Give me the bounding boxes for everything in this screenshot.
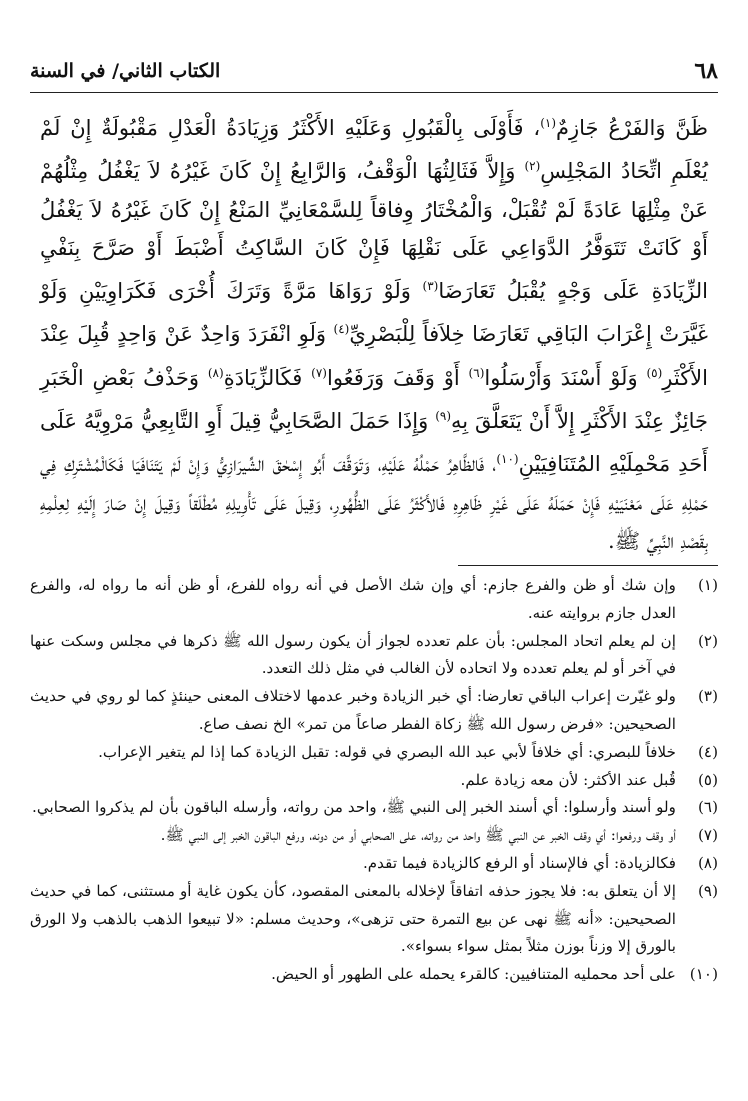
footnote-text: ولو غيّرت إعراب الباقي تعارضا: أي خبر الزيادة وخبر عدمها لاختلاف المعنى حينئذٍ كما لو روي في حديث الصحيحين: «فرض رسول الله ﷺ زكاة الفطر صاعاً من تمر» الخ نصف صاع. [30, 687, 676, 733]
text-segment: وَلَوِ انْفَرَدَ وَاحِدٌ عَنْ وَاحِدٍ قُبِلَ عِنْدَ الأَكْثَرِ [40, 322, 708, 390]
footnote-text: أو وقف ورفعوا: أي وقف الخبر عن النبي ﷺ واحد من رواته، على الصحابي أو من دونه، ورفع الباقون الخبر إلى النبي ﷺ. [160, 826, 676, 845]
footnote [30, 794, 718, 822]
footnote [30, 572, 718, 628]
footnote [30, 683, 718, 739]
footnote-number: (٥) [697, 770, 718, 789]
text-segment: ، فَأَوْلَى بِالْقَبُولِ وَعَلَيْهِ الأَكْثَرُ وَزِيَادَةُ الْعَدْلِ مَقْبُولَةٌ إِنْ لَمْ يُعْلَمِ اتِّحَادُ المَجْلِسِ [40, 116, 708, 184]
footnote [30, 767, 718, 795]
footnote-text: خلافاً للبصري: أي خلافاً لأبي عبد الله البصري في قوله: تقبل الزيادة كما إذا لم يتغير الإعراب. [98, 742, 676, 761]
main-text [40, 104, 708, 560]
page-header [30, 52, 718, 93]
footnote-number: (٧) [697, 826, 718, 845]
text-segment: أَوْ وَقَفَ وَرَفَعُوا [326, 365, 469, 390]
running-title: الكتاب الثاني/ في السنة [30, 60, 221, 82]
footnote-marker[interactable]: (٢) [524, 159, 541, 174]
text-segment: ظَنَّ وَالفَرْعُ جَازِمٌ [556, 116, 708, 140]
footnote-marker[interactable]: (٨) [207, 365, 224, 380]
footnote-marker[interactable]: (٤) [333, 322, 350, 337]
footnote-separator [458, 565, 718, 566]
footnote [30, 961, 718, 989]
page-number: ٦٨ [694, 58, 718, 84]
footnote-number: (١) [697, 576, 718, 594]
footnote [30, 628, 718, 684]
footnote-number: (٤) [697, 742, 718, 761]
footnote-marker[interactable]: (١) [540, 116, 557, 130]
footnotes [30, 572, 718, 989]
text-segment: وَلَوْ أَسْنَدَ وَأَرْسَلُوا [484, 365, 647, 390]
footnote-number: (٨) [697, 853, 718, 872]
footnote [30, 822, 718, 850]
footnote [30, 878, 718, 961]
footnote-marker[interactable]: (٣) [422, 279, 439, 294]
text-segment: فَكَالزِّيَادَةِ [223, 365, 312, 390]
footnote [30, 739, 718, 767]
footnote-marker[interactable]: (٧) [311, 365, 327, 380]
footnote-number: (٩) [697, 881, 718, 900]
footnote-text: على أحد محمليه المتنافيين: كالقرء يحمله على الطهور أو الحيض. [271, 965, 676, 984]
footnote-marker[interactable]: (٦) [468, 365, 485, 380]
text-segment: وَإِذَا حَمَلَ الصَّحَابِيُّ قِيلَ أَوِ التَّابِعِيُّ مَرْوِيَّهُ عَلَى أَحَدِ مَحْمِلَيْهِ المُتَنَافِيَيْنِ [40, 409, 709, 477]
footnote-number: (٦) [697, 798, 718, 817]
footnote-marker[interactable]: (٩) [435, 409, 452, 424]
text-segment: وَحَذْفُ بَعْضِ الْخَبَرِ جَائِزٌ عِنْدَ الأَكْثَرِ إِلاَّ أَنْ يَتَعَلَّقَ بِهِ [40, 365, 709, 434]
footnote-text: قُبل عند الأكثر: لأن معه زيادة علم. [460, 770, 676, 789]
footnote-text: إلا أن يتعلق به: فلا يجوز حذفه اتفاقاً لإخلاله بالمعنى المقصود، كأن يكون غاية أو مستثنى، كما في حديث الصحيحين: «أنه ﷺ نهى عن بيع التمرة حتى تزهى»، وحديث مسلم: «لا تبيعوا الذهب بالذهب ولا الورق بالورق إلا وزناً بوزن مثلاً بمثل سواء بسواء». [30, 881, 676, 956]
footnote [30, 850, 718, 878]
footnote-text: فكالزيادة: أي فالإسناد أو الرفع كالزيادة فيما تقدم. [362, 853, 676, 872]
footnote-marker[interactable]: (٥) [646, 365, 663, 380]
footnote-text: إن لم يعلم اتحاد المجلس: بأن علم تعدده لجواز أن يكون رسول الله ﷺ ذكرها في مجلس وسكت عنها في آخر أو لم يعلم تعدده ولا اتحاده لأن الغالب في مثل ذلك التعدد. [30, 631, 676, 678]
footnote-number: (١٠) [689, 965, 718, 984]
footnote-number: (٣) [697, 687, 718, 706]
footnote-text: وإن شك أو ظن والفرع جازم: أي وإن شك الأصل في أنه رواه للفرع، أو ظن أنه ما رواه له، والفرع العدل جازم بروايته عنه. [30, 576, 676, 622]
footnote-number: (٢) [697, 631, 718, 650]
text-segment: وَإِلاَّ فَثَالِثُهَا الْوَقْفُ، وَالرَّابِعُ إِنْ كَانَ غَيْرُهُ لاَ يَغْفُلُ مِثْلُهُمْ عَنْ مِثْلِهَا عَادَةً لَمْ تُقْبَلْ، وَالْمُخْتَارُ وِفاقاً لِلسَّمْعَانِيِّ المَنْعُ إِنْ كَانَ غَيْرُهُ لاَ يَغْفُلُ أَوْ كَانَتْ تَتَوَفَّرُ الدَّوَاعِي عَلَى نَقْلِهَا فَإِنْ كَانَ السَّاكِتُ أَضْبَطَ أَوْ صَرَّحَ بِنَفْيِ الزِّيَادَةِ عَلَى وَجْهٍ يُقْبَلُ تَعَارَضَا [40, 159, 708, 304]
text-segment: وَلَوْ رَوَاهَا مَرَّةً وَتَرَكَ أُخْرَى فَكَرَاوِيَيْنِ وَلَوْ غَيَّرَتْ إِعْرَابَ البَاقِي تَعَارَضَا خِلاَفاً لِلْبَصْرِيِّ [40, 279, 708, 347]
footnote-text: ولو أسند وأرسلوا: أي أسند الخبر إلى النبي ﷺ، واحد من رواته، وأرسله الباقون بأن لم يذكروا الصحابي. [32, 798, 676, 817]
footnote-marker[interactable]: (١٠) [496, 452, 519, 467]
text-segment: ، فَالظَّاهِرُ حَمْلُهُ عَلَيْهِ، وَتَوَقَّفَ أَبُو إِسْحٰقَ الشِّيرَازِيُّ وَإِنْ لَمْ يَتَنَافَيَا فَكَالْمُشْتَرِكِ فِي حَمْلِهِ عَلَى مَعْنَيَيْهِ فَإِنْ حَمَلَهُ عَلَى غَيْرِ ظَاهِرِهِ فَالأَكْثَرُ عَلَى الظُّهُورِ، وَقِيلَ عَلَى تَأْوِيلِهِ مُطْلَقاً وَقِيلَ إِنْ صَارَ إِلَيْهِ لِعِلْمِهِ بِقَصْدِ النَّبِيِّ ﷺ. [40, 452, 708, 553]
